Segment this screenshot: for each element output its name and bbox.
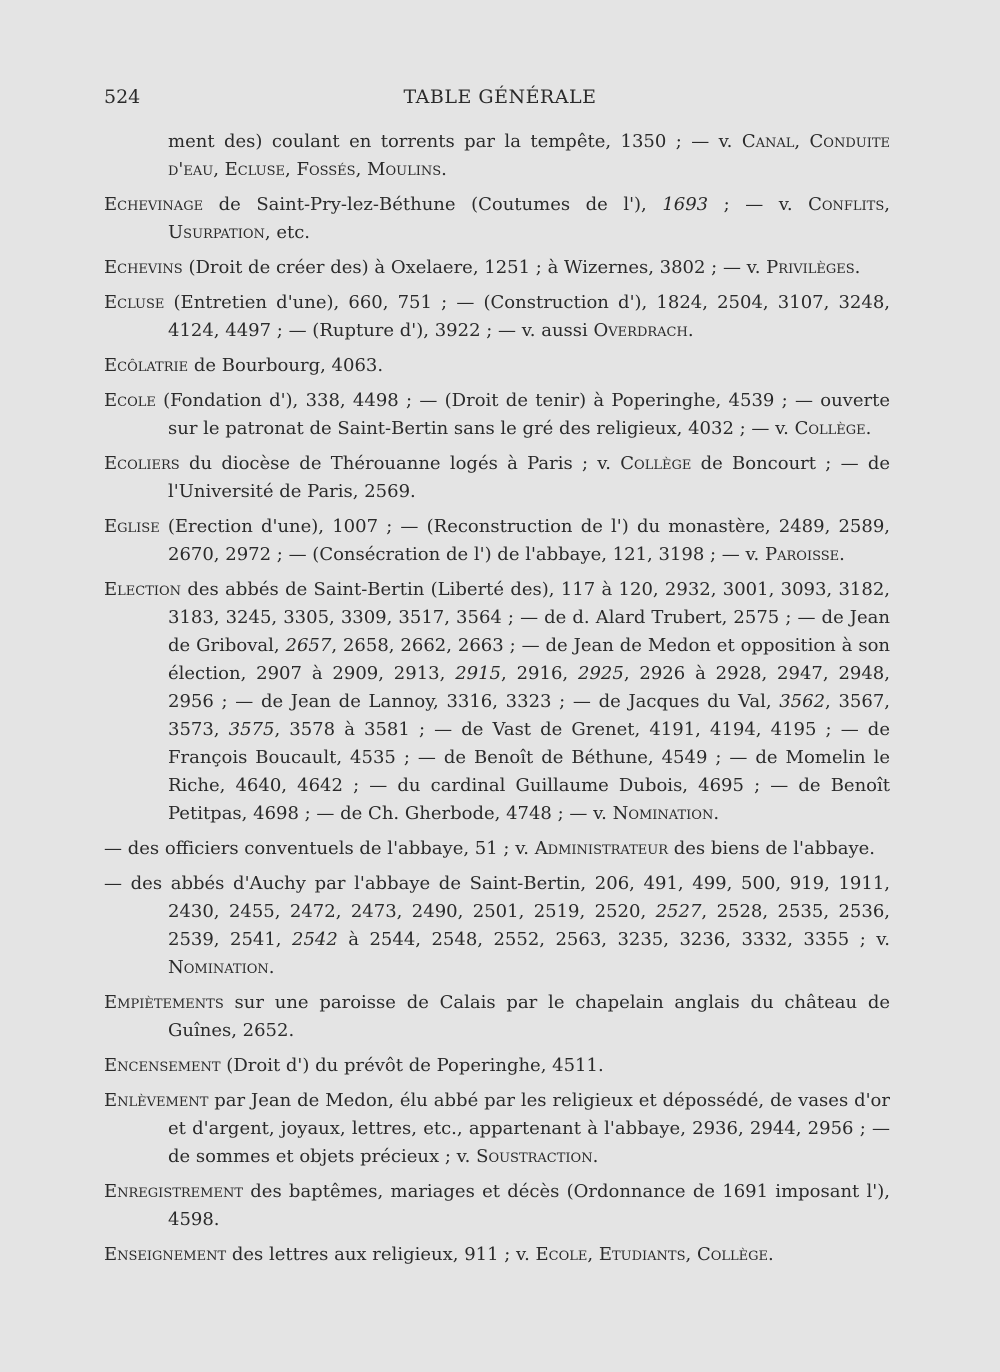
entry-text: , etc. [264,222,311,243]
entry-text: de Saint-Pry-lez-Béthune (Coutumes de l'), [203,194,663,215]
entry-text: des baptêmes, mariages et décès (Ordonnance de 1691 imposant l'), 4598. [168,1181,890,1230]
entry-text: ; — v. [708,194,809,215]
italic-reference: 3562 [779,691,826,712]
small-caps-term: Canal, Conduite d'eau, Ecluse, Fossés, Moulins [168,131,890,180]
index-entry-continuation [104,128,890,184]
entry-text: . [441,159,447,180]
entry-text: . [592,1146,599,1167]
small-caps-term: Administrateur [534,838,669,859]
entry-text: de Bourbourg, 4063. [188,355,384,376]
small-caps-term: Collège [620,453,692,474]
index-entry [104,513,890,569]
index-entry [104,387,890,443]
index-entries [104,128,890,1276]
entry-text: , 2926 à 2928, 2947, 2948, 2956 ; — de Jean de Lannoy, 3316, 3323 ; — de Jacques du Val, [168,663,890,712]
entry-text: — des officiers conventuels de l'abbaye, 51 ; v. [104,838,535,859]
running-title: TABLE GÉNÉRALE [403,86,597,108]
entry-text: . [713,803,720,824]
small-caps-term: Enlèvement [104,1090,209,1111]
italic-reference: 2542 [292,929,338,950]
small-caps-term: Overdrach [593,320,688,341]
italic-reference: 1693 [662,194,709,215]
index-entry [104,1178,890,1234]
entry-text: de Boncourt ; — de l'Université de Paris, 2569. [168,453,890,502]
entry-text: ment des) coulant en torrents par la tempête, 1350 ; — v. [168,131,742,152]
small-caps-term: Ecôlatrie [104,355,189,376]
small-caps-term: Soustraction [476,1146,593,1167]
small-caps-term: Paroisse [765,544,840,565]
small-caps-term: Empiètements [104,992,224,1013]
small-caps-term: Ecluse [104,292,165,313]
entry-text: (Erection d'une), 1007 ; — (Reconstruction de l') du monastère, 2489, 2589, 2670, 2972 ; — (Consécration de l') de l'abbaye, 121, 3198 ; — v. [159,516,890,565]
small-caps-term: Nomination [612,803,714,824]
entry-text: . [687,320,694,341]
entry-text: (Droit d') du prévôt de Poperinghe, 4511. [220,1055,604,1076]
entry-text: . [854,257,861,278]
index-entry [104,352,890,380]
entry-text: , 2528, 2535, 2536, 2539, 2541, [168,901,890,950]
entry-text: , 3578 à 3581 ; — de Vast de Grenet, 4191, 4194, 4195 ; — de François Boucault, 4535 ; — de Benoît de Béthune, 4549 ; — de Momelin le Riche, 4640, 4642 ; — du cardinal Guillaume Dubois, 4695 ; — de Benoît Petitpas, 4698 ; — de Ch. Gherbode, 4748 ; — v. [168,719,890,824]
small-caps-term: Collège [794,418,866,439]
entry-text: . [865,418,872,439]
index-entry [104,576,890,828]
entry-text: (Droit de créer des) à Oxelaere, 1251 ; à Wizernes, 3802 ; — v. [182,257,767,278]
small-caps-term: Enseignement [104,1244,227,1265]
small-caps-term: Election [104,579,182,600]
index-entry [104,450,890,506]
entry-text: (Fondation d'), 338, 4498 ; — (Droit de tenir) à Poperinghe, 4539 ; — ouverte sur le patronat de Saint-Bertin sans le gré des religieux, 4032 ; — v. [155,390,890,439]
small-caps-term: Conflits, Usurpation [168,194,890,243]
small-caps-term: Enregistrement [104,1181,244,1202]
small-caps-term: Eglise [104,516,160,537]
small-caps-term: Echevinage [104,194,204,215]
small-caps-term: Ecole, Etudiants, Collège [535,1244,769,1265]
entry-text: , 2658, 2662, 2663 ; — de Jean de Medon et opposition à son élection, 2907 à 2909, 2913, [168,635,890,684]
entry-text: (Entretien d'une), 660, 751 ; — (Construction d'), 1824, 2504, 3107, 3248, 4124, 4497 ; — (Rupture d'), 3922 ; — v. aussi [164,292,890,341]
entry-text: . [768,1244,774,1265]
entry-text: , 3567, 3573, [168,691,890,740]
entry-text: du diocèse de Thérouanne logés à Paris ; v. [179,453,621,474]
small-caps-term: Nomination [168,957,269,978]
entry-text: — des abbés d'Auchy par l'abbaye de Saint-Bertin, 206, 491, 499, 500, 919, 1911, 2430, 2455, 2472, 2473, 2490, 2501, 2519, 2520, [104,873,890,922]
entry-text: , 2916, [501,663,578,684]
entry-text: . [268,957,275,978]
running-head [0,86,1000,116]
index-entry [104,1087,890,1171]
entry-text: à 2544, 2548, 2552, 2563, 3235, 3236, 3332, 3355 ; v. [337,929,890,950]
index-entry [104,870,890,982]
entry-text: des lettres aux religieux, 911 ; v. [226,1244,536,1265]
entry-text: des biens de l'abbaye. [668,838,876,859]
small-caps-term: Ecoliers [104,453,180,474]
italic-reference: 2657 [285,635,332,656]
entry-text: par Jean de Medon, élu abbé par les religieux et dépossédé, de vases d'or et d'argent, joyaux, lettres, etc., appartenant à l'abbaye, 2936, 2944, 2956 ; — de sommes et objets précieux ; v. [168,1090,890,1167]
index-entry [104,191,890,247]
small-caps-term: Privilèges [766,257,855,278]
italic-reference: 2915 [455,663,502,684]
page-number: 524 [104,86,141,108]
index-entry [104,1052,890,1080]
small-caps-term: Ecole [104,390,156,411]
entry-text: . [839,544,845,565]
index-entry [104,989,890,1045]
small-caps-term: Encensement [104,1055,221,1076]
italic-reference: 2925 [578,663,624,684]
index-entry [104,1241,890,1269]
italic-reference: 2527 [655,901,702,922]
entry-text: des abbés de Saint-Bertin (Liberté des), 117 à 120, 2932, 3001, 3093, 3182, 3183, 3245, 3305, 3309, 3517, 3564 ; — de d. Alard Trubert, 2575 ; — de Jean de Griboval, [168,579,890,656]
italic-reference: 3575 [228,719,275,740]
entry-text: sur une paroisse de Calais par le chapelain anglais du château de Guînes, 2652. [168,992,890,1041]
index-entry [104,289,890,345]
small-caps-term: Echevins [104,257,183,278]
index-entry [104,835,890,863]
index-entry [104,254,890,282]
